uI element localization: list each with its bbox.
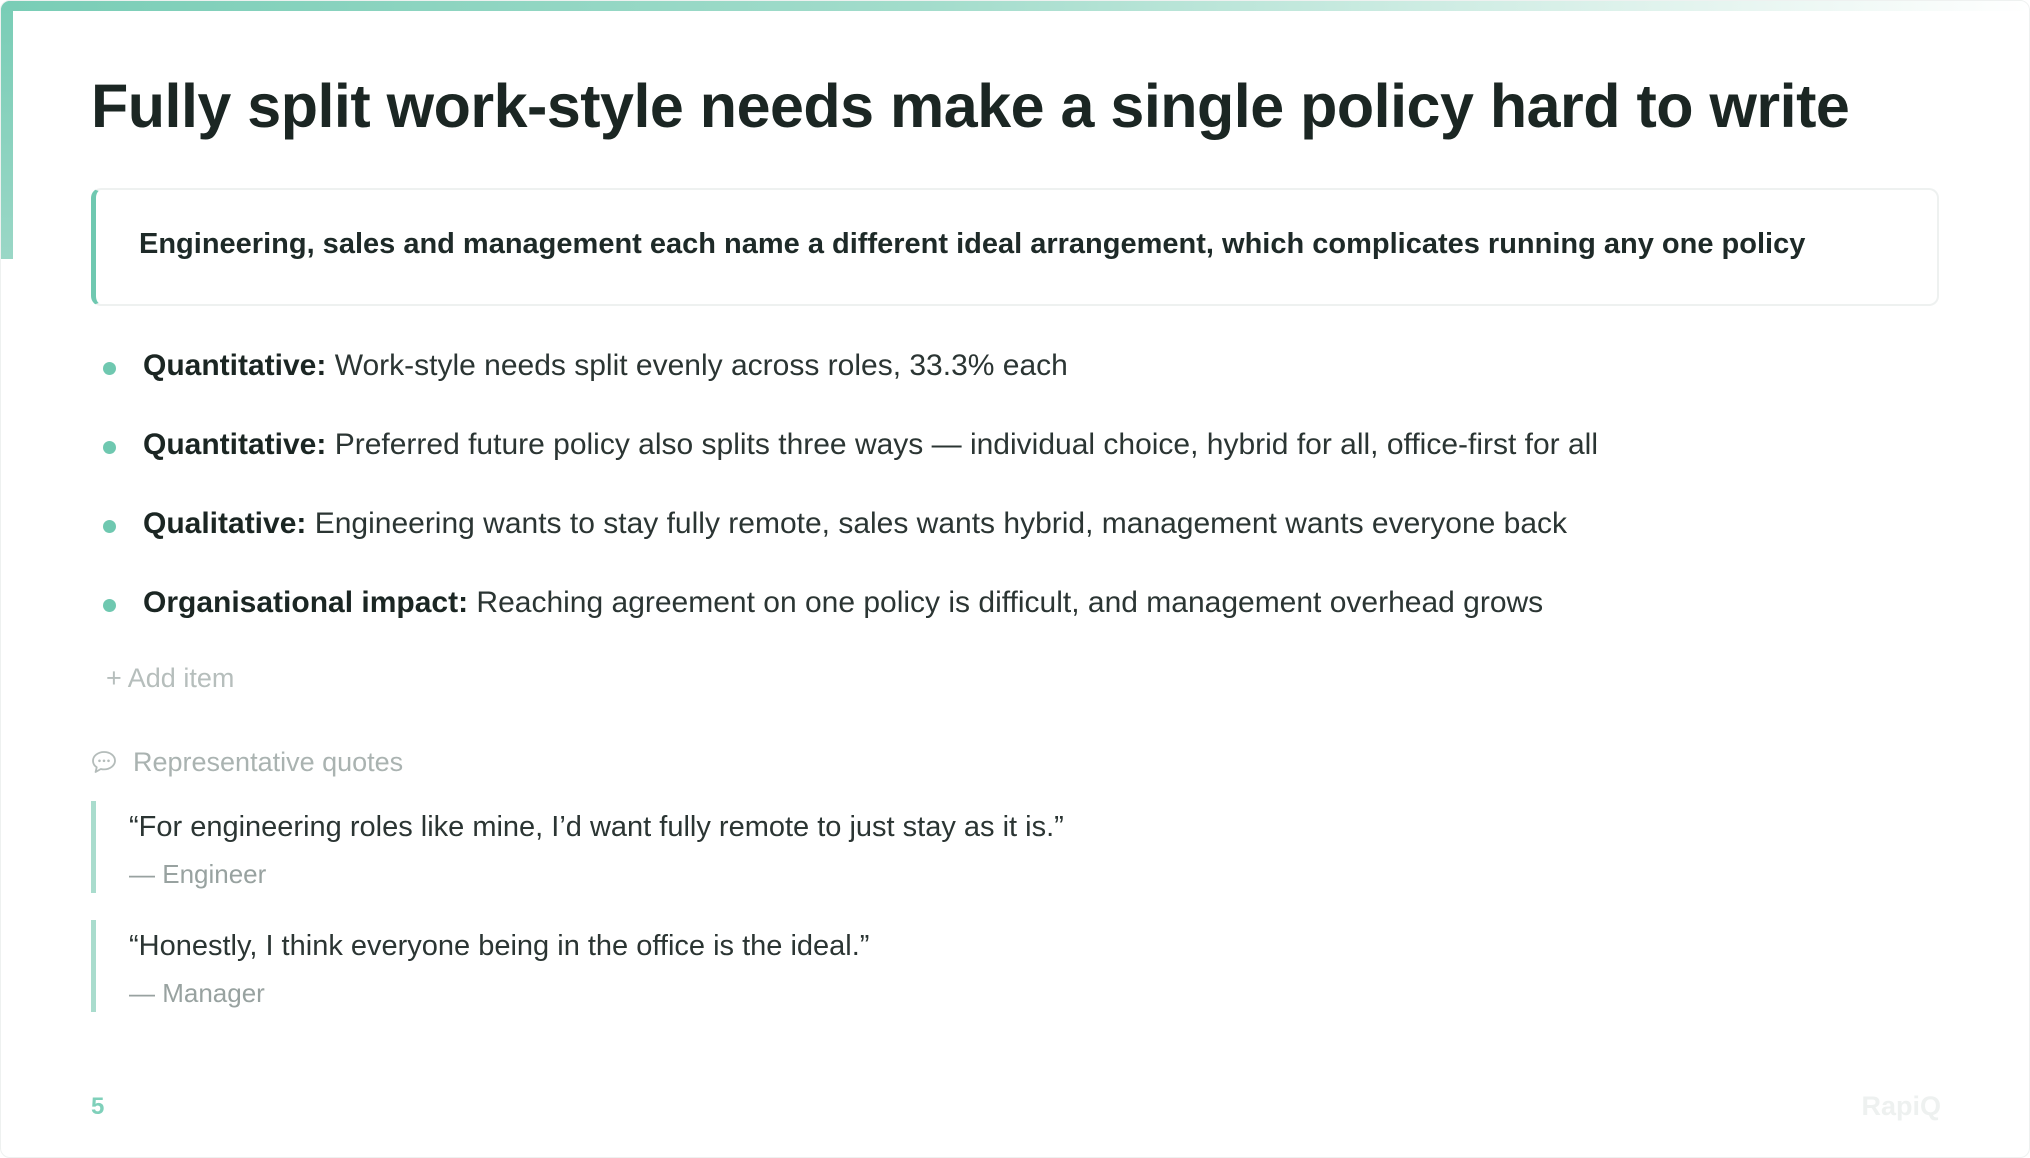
bullet-label: Quantitative: — [143, 428, 327, 461]
bullet-dot-icon — [103, 441, 116, 454]
slide-title[interactable]: Fully split work-style needs make a single policy hard to write — [91, 72, 1850, 140]
quotes-header — [91, 746, 403, 778]
add-item-button[interactable]: + Add item — [106, 663, 235, 693]
bullet-label: Qualitative: — [143, 507, 307, 540]
speech-bubble-icon — [91, 750, 117, 774]
brand-logo: RapiQ — [1861, 1091, 1941, 1121]
bullet-dot-icon — [103, 599, 116, 612]
bullet-label: Organisational impact: — [143, 586, 469, 619]
bullet-body: Reaching agreement on one policy is difficult, and management overhead grows — [476, 586, 1544, 619]
quote-text: “For engineering roles like mine, I’d want fully remote to just stay as it is.” — [129, 811, 1064, 843]
top-accent-bar — [1, 1, 2029, 11]
page-number: 5 — [91, 1093, 105, 1120]
quote-block[interactable] — [91, 801, 1296, 893]
bullet-body: Work-style needs split evenly across roles, 33.3% each — [334, 349, 1068, 382]
bullet-text — [143, 507, 1567, 541]
bullet-body: Preferred future policy also splits three ways — individual choice, hybrid for all, office-first for all — [334, 428, 1599, 461]
bullet-dot-icon — [103, 520, 116, 533]
quote-attribution: — Engineer — [129, 859, 267, 889]
key-message-callout[interactable] — [91, 188, 1939, 306]
bullet-dot-icon — [103, 362, 116, 375]
left-accent-bar — [1, 1, 13, 259]
quotes-header-label: Representative quotes — [133, 746, 404, 777]
bullet-text — [143, 586, 1543, 620]
quote-text: “Honestly, I think everyone being in the office is the ideal.” — [129, 930, 870, 962]
quote-block[interactable] — [91, 920, 1296, 1012]
bullet-text — [143, 428, 1598, 462]
bullet-text — [143, 349, 1068, 383]
callout-text: Engineering, sales and management each name a different ideal arrangement, which complicates running any one policy — [139, 228, 1806, 260]
bullet-label: Quantitative: — [143, 349, 327, 382]
bullet-body: Engineering wants to stay fully remote, sales wants hybrid, management wants everyone back — [314, 507, 1568, 540]
quote-attribution: — Manager — [129, 978, 265, 1008]
